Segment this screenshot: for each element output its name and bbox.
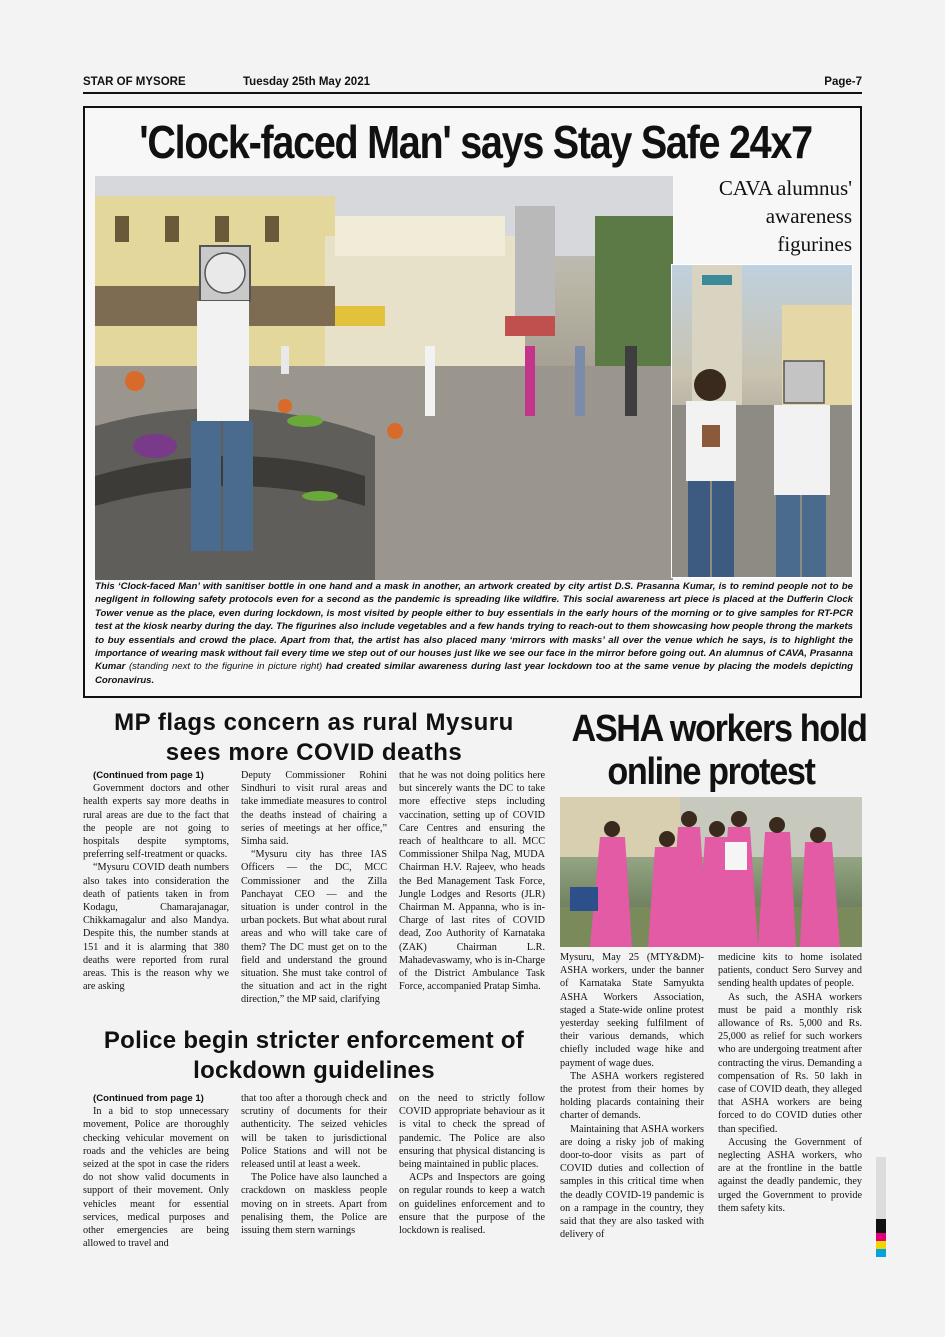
subhead-line: CAVA alumnus' xyxy=(718,176,852,200)
asha-workers-photo xyxy=(560,797,862,947)
asha-workers-illustration xyxy=(560,797,862,947)
clock-tower-scene-illustration xyxy=(95,176,673,580)
feature-headline: 'Clock-faced Man' says Stay Safe 24x7 xyxy=(139,116,812,168)
registration-swatch xyxy=(876,1241,886,1249)
newspaper-name: STAR OF MYSORE xyxy=(83,76,186,88)
artist-figurine-illustration xyxy=(672,265,853,578)
caption-text-end: had created similar awareness during last year lockdown too at the same venue by placing the models depicting Coronavirus. xyxy=(95,661,854,686)
subhead-line: figurines xyxy=(777,232,852,256)
police-article-body xyxy=(83,1092,545,1262)
article-column xyxy=(83,1092,229,1250)
police-article-headline: Police begin stricter enforcement of lockdown guidelines xyxy=(103,1027,525,1084)
paragraph: that too after a thorough check and scrutiny of documents for their authenticity. The seized vehicles will be taken to jurisdictional Police Stations and will not be released until at least a week. xyxy=(241,1093,387,1171)
mp-article-headline: MP flags concern as rural Mysuru sees more COVID deaths xyxy=(114,709,514,766)
continued-note: (Continued from page 1) xyxy=(93,1093,204,1104)
page-number: Page-7 xyxy=(824,76,862,88)
subhead-line: awareness xyxy=(765,204,852,228)
article-column xyxy=(241,769,387,1007)
paragraph: “Mysuru COVID death numbers also takes into consideration the death of patients taken in from Kodagu, Chamarajanagar, Chikkamagalur and also Mandya. Despite this, the number stands at 151 and it is alarming that 380 deaths were reported from rural areas. This is the reason why we are asking xyxy=(83,862,229,993)
asha-article-body xyxy=(560,951,862,1261)
article-column xyxy=(83,769,229,993)
paragraph: Mysuru, May 25 (MTY&DM)- ASHA workers, under the banner of Karnataka State Samyukta ASHA Workers Association, staged a State-wide online protest yesterday seeking fulfilment of their various demands, which chiefly included wage hike and payment of wage dues. xyxy=(560,952,704,1069)
paragraph: As such, the ASHA workers must be paid a monthly risk allowance of Rs. 5,000 and Rs. 25,000 as relief for such workers who are undergoing treatment after contracting the virus. Demanding a compensation of Rs. 50 lakh in case of COVID death, they alleged that ASHA workers are being forced to do COVID duties other than specified. xyxy=(718,991,862,1135)
paragraph: “Mysuru city has three IAS Officers — the DC, MCC Commissioner and the Zilla Panchayat CEO — and the situation is under control in the urban pockets. But what about rural areas and who will take care of them? The DC must get on to the field and understand the ground situation. She must take control of the situation and act in the right direction,” the MP said, clarifying xyxy=(241,849,387,1006)
asha-article-headline xyxy=(571,708,867,794)
paragraph: Government doctors and other health experts say more deaths in rural areas are due to the fact that the people are not going to hospitals despite symptoms, preferring self-treatment or quacks. xyxy=(83,783,229,861)
paragraph: Maintaining that ASHA workers are doing a risky job of making door-to-door visits as part of COVID duties and collection of samples in this critical time when the deadly COVID-19 pandemic is on a rampage in the country, they said that they are also tasked with delivery of xyxy=(560,1123,704,1241)
article-column xyxy=(399,769,545,993)
article-column xyxy=(399,1092,545,1237)
headline-line: ASHA workers hold xyxy=(571,708,867,750)
continued-note: (Continued from page 1) xyxy=(93,770,204,781)
paragraph: Accusing the Government of neglecting ASHA workers, who are at the frontline in the battle against the deadly pandemic, they urged the Government to provide them safety kits. xyxy=(718,1136,862,1214)
headline-line: online protest xyxy=(607,751,815,793)
article-column xyxy=(241,1092,387,1237)
page-header xyxy=(83,76,862,92)
paragraph: medicine kits to home isolated patients, conduct Sero Survey and sending health updates of people. xyxy=(718,952,862,990)
artist-with-figurine-photo xyxy=(671,264,853,578)
feature-caption xyxy=(95,580,853,687)
feature-story-box xyxy=(83,106,862,698)
paragraph: The Police have also launched a crackdown on maskless people moving on in streets. Apart from penalising them, the Police are issuing them stern warnings xyxy=(241,1172,387,1237)
registration-swatch xyxy=(876,1233,886,1241)
paragraph: In a bid to stop unnecessary movement, Police are thoroughly checking vehicular movement on roads and the vehicles are being seized at the spot in case the riders do not show valid documents in support of their movement. Only vehicles meant for essential services, medical purposes and other emergencies are being allowed to travel and xyxy=(83,1106,229,1250)
paragraph: The ASHA workers registered the protest from their homes by holding placards containing their charter of demands. xyxy=(560,1070,704,1122)
paragraph: on the need to strictly follow COVID appropriate behaviour as it is vital to check the spread of pandemic. The Police are also ensuring that physical distancing is being maintained in public places. xyxy=(399,1093,545,1171)
paragraph: Deputy Commissioner Rohini Sindhuri to visit rural areas and take immediate measures to control the deaths instead of chairing a series of meetings at her office,” Simha said. xyxy=(241,770,387,848)
registration-swatch xyxy=(876,1219,886,1233)
mp-article-body xyxy=(83,769,545,1021)
registration-swatch xyxy=(876,1157,886,1219)
registration-swatch xyxy=(876,1249,886,1257)
header-rule xyxy=(83,92,862,94)
caption-parenthetical: (standing next to the figurine in picture right) xyxy=(128,661,323,673)
paragraph: that he was not doing politics here but sincerely wants the DC to take more effective steps including vaccination, setting up of COVID Care Centres and ensuring the reach of healthcare to all. MCC Commissioner Shilpa Nag, MUDA Chairman H.V. Rajeev, who heads the Bed Management Task Force, Jungle Lodges and Resorts (JLR) Chairman M. Appanna, who is in-Charge of last rites of COVID dead, Zoo Authority of Karnataka (ZAK) Chairman L.R. Mahadevaswamy, who is in-Charge of the District Ambulance Task Force, accompanied Pratap Simha. xyxy=(399,770,545,993)
caption-text: This ‘Clock-faced Man’ with sanitiser bottle in one hand and a mask in another, an artwork created by city artist D.S. Prasanna Kumar, is to remind people not to be negligent in following safety protocols even for a second as the pandemic is spreading like wildfire. This social awareness art piece is placed at the Dufferin Clock Tower venue as the place, even during lockdown, is most visited by people either to buy essentials in the early hours of the morning or to give samples for RT-PCR test at the kiosk nearby during the day. The figurines also include vegetables and a few hands trying to reach-out to them showcasing how people throng the markets to buy essentials and crowd the place. Apart from that, the artist has also placed many ‘mirrors with masks’ all over the venue which he says, is to highlight the importance of wearing mask without fail every time we step out of our houses just like we see our face in the mirror before going out. An alumnus of CAVA, Prasanna Kumar xyxy=(95,581,853,673)
article-column xyxy=(718,951,862,1215)
feature-subhead xyxy=(672,174,852,258)
clock-tower-photo xyxy=(95,176,673,580)
article-column xyxy=(560,951,704,1241)
issue-date: Tuesday 25th May 2021 xyxy=(243,76,370,88)
paragraph: ACPs and Inspectors are going on regular rounds to keep a watch on guidelines enforcement and to ensure that the purpose of the lockdown is realised. xyxy=(399,1172,545,1237)
